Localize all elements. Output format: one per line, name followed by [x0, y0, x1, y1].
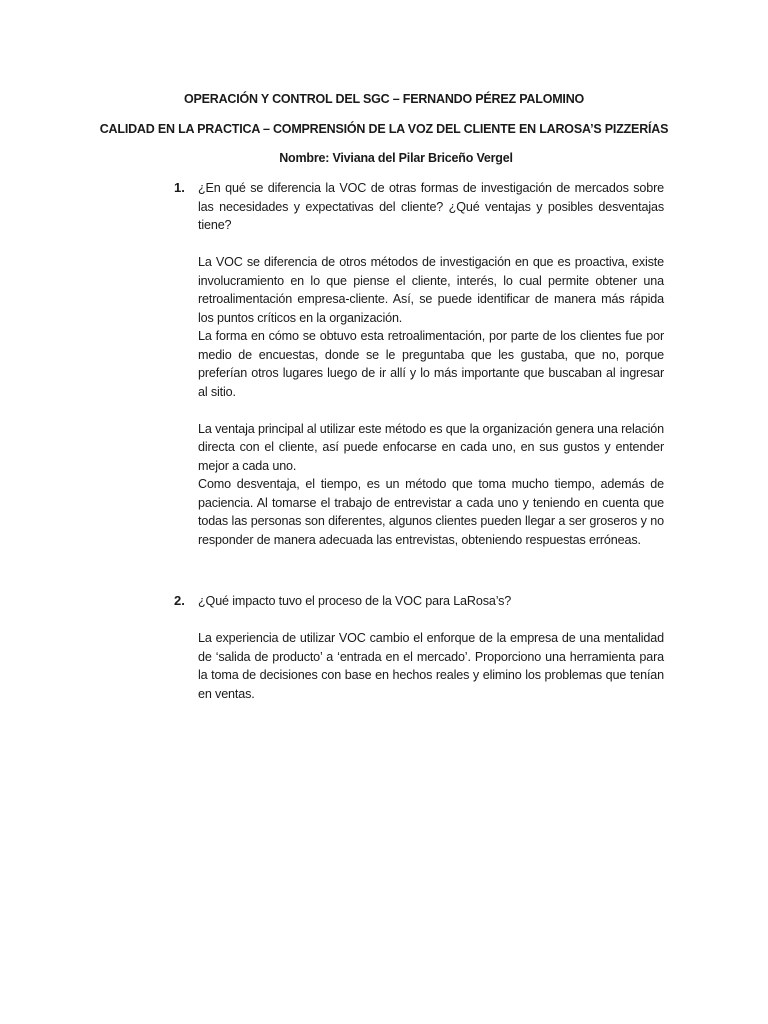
question-number: 2.: [174, 593, 185, 608]
answer-paragraph: La experiencia de utilizar VOC cambio el enforque de la empresa de una mentalidad de ‘salida de producto’ a ‘entrada en el mercado’. Proporciono una herramienta para la toma de decisiones con base en hechos reales y elimino los problemas que tenían en ventas.: [198, 631, 664, 701]
question-2: [174, 592, 664, 611]
question-text: ¿Qué impacto tuvo el proceso de la VOC para LaRosa’s?: [198, 594, 512, 608]
answer-paragraph: La forma en cómo se obtuvo esta retroalimentación, por parte de los clientes fue por medio de encuestas, donde se le preguntaba que les gustaba, que no, porque preferían otros lugares luego de ir allí y lo más importante que buscaban al ingresar al sitio.: [198, 329, 664, 399]
answer-paragraph: La VOC se diferencia de otros métodos de investigación en que es proactiva, existe involucramiento en lo que piense el cliente, interés, lo cual permite obtener una retroalimentación empresa-cliente. Así, se puede identificar de manera más rápida los puntos críticos en la organización.: [198, 255, 664, 325]
student-name: Nombre: Viviana del Pilar Briceño Vergel: [279, 151, 513, 165]
answer-paragraph: Como desventaja, el tiempo, es un método que toma mucho tiempo, además de paciencia. Al tomarse el trabajo de entrevistar a cada uno y teniendo en cuenta que todas las personas son diferentes, algunos clientes pueden llegar a ser groseros y no responder de manera adecuada las entrevistas, obteniendo respuestas erróneas.: [198, 477, 664, 547]
course-title: OPERACIÓN Y CONTROL DEL SGC – FERNANDO PÉREZ PALOMINO: [183, 92, 585, 106]
answer-2: [198, 629, 664, 703]
answer-paragraph: La ventaja principal al utilizar este método es que la organización genera una relación directa con el cliente, así puede enfocarse en cada uno, en sus gustos y entender mejor a cada uno.: [198, 421, 664, 473]
question-text: ¿En qué se diferencia la VOC de otras formas de investigación de mercados sobre las necesidades y expectativas del cliente? ¿Qué ventajas y posibles desventajas tiene?: [198, 181, 664, 232]
question-number: 1.: [174, 180, 185, 195]
assignment-title: CALIDAD EN LA PRACTICA – COMPRENSIÓN DE LA VOZ DEL CLIENTE EN LAROSA’S PIZZERÍAS: [99, 122, 669, 136]
answer-1: [198, 253, 664, 549]
question-1: [174, 179, 664, 235]
